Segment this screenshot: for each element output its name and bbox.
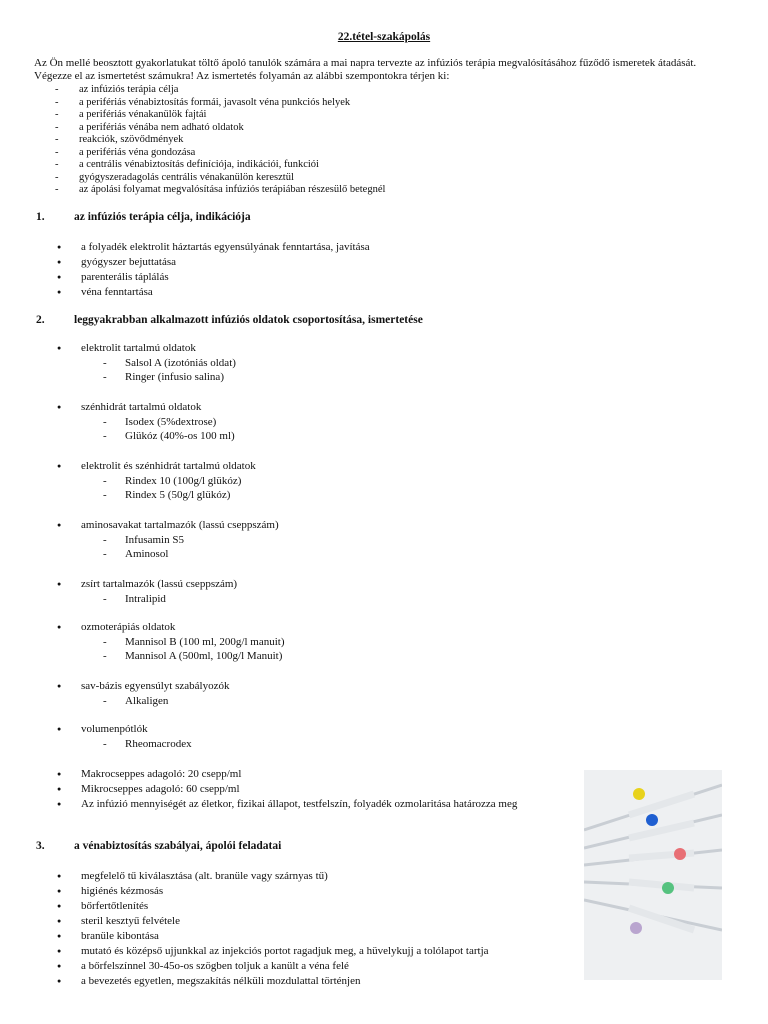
topic-item: - a perifériás vénába nem adható oldatok xyxy=(55,122,385,135)
sub-item: - Glükóz (40%-os 100 ml) xyxy=(103,430,235,442)
group-label: ● aminosavakat tartalmazók (lassú cseppszám) xyxy=(57,518,279,533)
solution-group xyxy=(57,620,285,664)
section-number: 2. xyxy=(36,314,45,326)
section-title: a vénabiztosítás szabályai, ápolói feladatai xyxy=(74,840,282,852)
list-item: ● steril kesztyű felvétele xyxy=(57,914,587,929)
list-item: ● gyógyszer bejuttatása xyxy=(57,255,370,270)
section-number: 3. xyxy=(36,840,45,852)
cannula-illustration xyxy=(584,770,722,980)
section-2-heading xyxy=(36,314,423,326)
topic-list xyxy=(55,84,385,197)
topic-item: - reakciók, szövődmények xyxy=(55,134,385,147)
group-label: ● elektrolit tartalmú oldatok xyxy=(57,341,236,356)
list-item: ● parenterális táplálás xyxy=(57,270,370,285)
topic-item: - a perifériás véna gondozása xyxy=(55,147,385,160)
cannula-port-3 xyxy=(674,848,686,860)
topic-item: - az infúziós terápia célja xyxy=(55,84,385,97)
cannula-photo xyxy=(584,770,722,980)
intro-line: Az Ön mellé beosztott gyakorlatukat töltő ápoló tanulók számára a mai napra tervezte az infúziós terápia megvalósításához fűződő ismeretek átadását. xyxy=(34,57,697,69)
list-item: ● a bevezetés egyetlen, megszakítás nélküli mozdulattal történjen xyxy=(57,974,587,989)
list-item: ● megfelelő tű kiválasztása (alt. branüle vagy szárnyas tű) xyxy=(57,869,587,884)
solution-group xyxy=(57,679,229,708)
section-title: leggyakrabban alkalmazott infúziós oldatok csoportosítása, ismertetése xyxy=(74,314,423,326)
section-3-list xyxy=(57,869,587,989)
topic-item: - a centrális vénabiztosítás definíciója, indikációi, funkciói xyxy=(55,159,385,172)
sub-item: - Alkaligen xyxy=(103,694,169,707)
group-label: ● elektrolit és szénhidrát tartalmú oldatok xyxy=(57,459,256,474)
section-number: 1. xyxy=(36,211,45,223)
list-item: ● Mikrocseppes adagoló: 60 csepp/ml xyxy=(57,782,577,797)
topic-item: - gyógyszeradagolás centrális vénakanülön keresztül xyxy=(55,172,385,185)
list-item: ● higiénés kézmosás xyxy=(57,884,587,899)
group-label: ● ozmoterápiás oldatok xyxy=(57,620,285,635)
dosing-list xyxy=(57,767,577,812)
list-item: ● a folyadék elektrolit háztartás egyensúlyának fenntartása, javítása xyxy=(57,240,370,255)
topic-item: - a perifériás vénakanülök fajtái xyxy=(55,109,385,122)
cannula-port-2 xyxy=(646,814,658,826)
group-label: ● volumenpótlók xyxy=(57,722,192,737)
solution-group xyxy=(57,400,235,444)
sub-item: - Salsol A (izotóniás oldat) xyxy=(103,356,236,369)
list-item: ● Az infúzió mennyiségét az életkor, fizikai állapot, testfelszín, folyadék ozmolaritása határozza meg xyxy=(57,797,577,812)
sub-item: - Rindex 10 (100g/l glükóz) xyxy=(103,474,242,487)
sub-item: - Rindex 5 (50g/l glükóz) xyxy=(103,489,231,501)
list-item: ● véna fenntartása xyxy=(57,285,370,300)
list-item: ● Makrocseppes adagoló: 20 csepp/ml xyxy=(57,767,577,782)
group-label: ● zsírt tartalmazók (lassú cseppszám) xyxy=(57,577,237,592)
list-item: ● a bőrfelszínnel 30-45o-os szögben toljuk a kanült a véna felé xyxy=(57,959,587,974)
sub-item: - Aminosol xyxy=(103,548,169,560)
solution-group xyxy=(57,722,192,751)
intro-line: Végezze el az ismertetést számukra! Az ismertetés folyamán az alábbi szempontokra térjen ki: xyxy=(34,69,450,82)
list-item: ● branüle kibontása xyxy=(57,929,587,944)
intro-text xyxy=(34,57,762,82)
section-title: az infúziós terápia célja, indikációja xyxy=(74,211,251,223)
sub-item: - Mannisol A (500ml, 100g/l Manuit) xyxy=(103,650,283,662)
cannula-port-5 xyxy=(630,922,642,934)
topic-item: - az ápolási folyamat megvalósítása infúziós terápiában részesülő betegnél xyxy=(55,184,385,197)
sub-item: - Isodex (5%dextrose) xyxy=(103,415,217,428)
list-item: ● bőrfertőtlenítés xyxy=(57,899,587,914)
group-label: ● sav-bázis egyensúlyt szabályozók xyxy=(57,679,229,694)
section-1-list xyxy=(57,240,370,300)
sub-item: - Rheomacrodex xyxy=(103,737,192,750)
sub-item: - Intralipid xyxy=(103,592,166,605)
list-item: ● mutató és középső ujjunkkal az injekciós portot ragadjuk meg, a hüvelykujj a tolólapot tartja xyxy=(57,944,587,959)
cannula-port-1 xyxy=(633,788,645,800)
topic-item: - a perifériás vénabiztosítás formái, javasolt véna punkciós helyek xyxy=(55,97,385,110)
sub-item: - Mannisol B (100 ml, 200g/l manuit) xyxy=(103,635,285,648)
sub-item: - Ringer (infusio salina) xyxy=(103,371,224,383)
section-1-heading xyxy=(36,211,251,223)
sub-item: - Infusamin S5 xyxy=(103,533,184,546)
page-title: 22.tétel-szakápolás xyxy=(337,31,431,43)
solution-group xyxy=(57,577,237,606)
solution-group xyxy=(57,518,279,562)
solution-group xyxy=(57,459,256,503)
solution-group xyxy=(57,341,236,385)
section-3-heading xyxy=(36,840,281,852)
group-label: ● szénhidrát tartalmú oldatok xyxy=(57,400,235,415)
cannula-port-4 xyxy=(662,882,674,894)
